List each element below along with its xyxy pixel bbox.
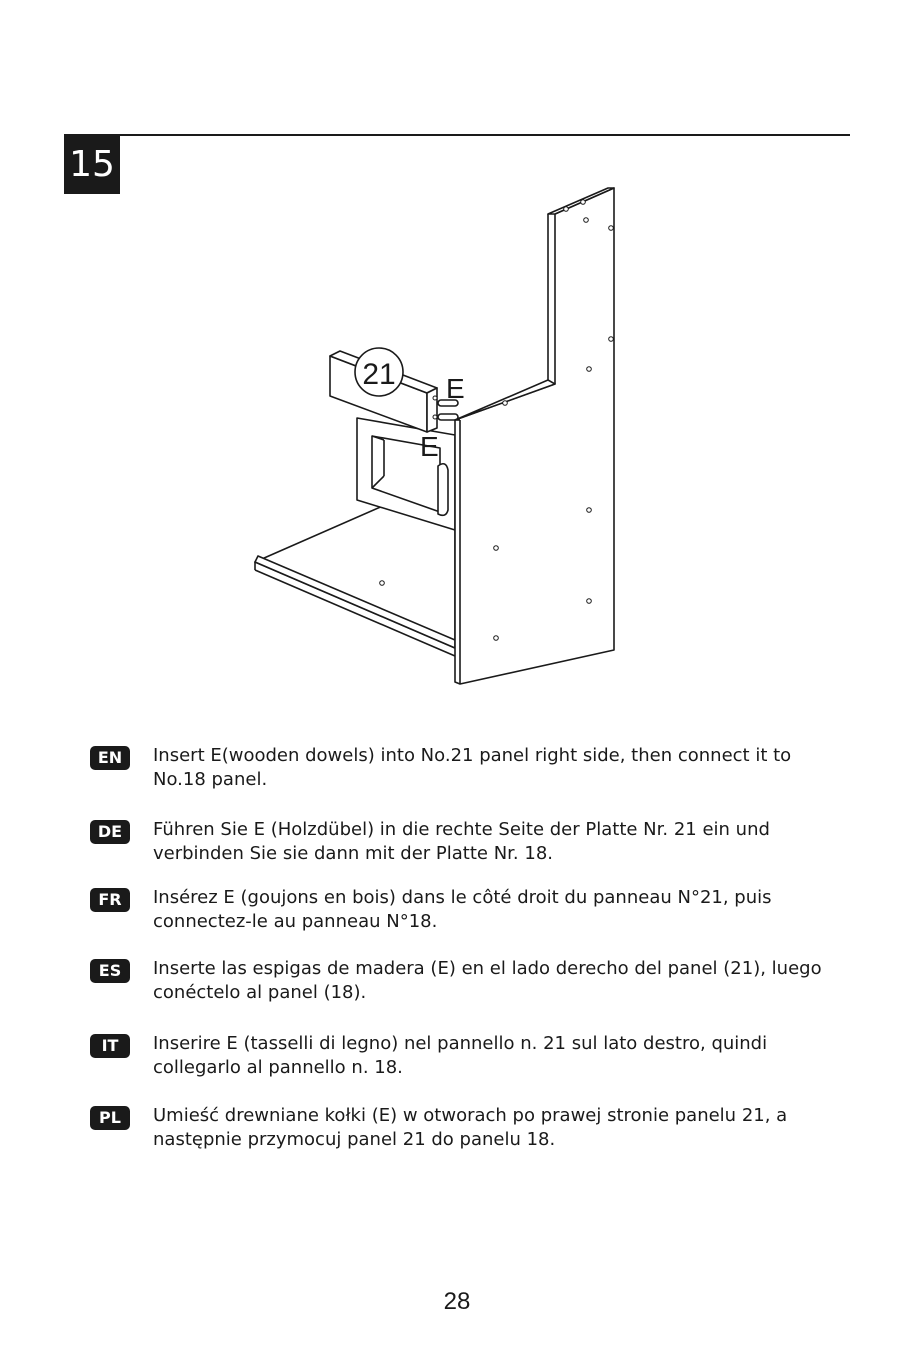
instruction-text-de: Führen Sie E (Holzdübel) in die rechte Seite der Platte Nr. 21 ein und verbinden Sie sie dann mit der Platte Nr. 18. <box>153 819 770 864</box>
header-rule <box>64 134 850 136</box>
instruction-text-en: Insert E(wooden dowels) into No.21 panel right side, then connect it to No.18 panel. <box>153 745 792 790</box>
dowel-label-bottom: E <box>420 431 439 462</box>
panel-number-label: 21 <box>362 358 396 391</box>
instruction-text-it: Inserire E (tasselli di legno) nel pannello n. 21 sul lato destro, quindi collegarlo al pannello n. 18. <box>153 1033 768 1078</box>
instruction-text-pl: Umieść drewniane kołki (E) w otworach po prawej stronie panelu 21, a następnie przymocuj panel 21 do panelu 18. <box>153 1105 788 1150</box>
side-panel-18 <box>455 188 614 684</box>
lang-badge-fr: FR <box>90 888 130 912</box>
lang-badge-it: IT <box>90 1034 130 1058</box>
lang-badge-pl: PL <box>90 1106 130 1130</box>
assembly-diagram <box>240 180 640 690</box>
instruction-text-fr: Insérez E (goujons en bois) dans le côté droit du panneau N°21, puis connectez-le au panneau N°18. <box>153 887 772 932</box>
lang-badge-de: DE <box>90 820 130 844</box>
lang-badge-en: EN <box>90 746 130 770</box>
page-number: 28 <box>443 1288 471 1315</box>
step-number: 15 <box>64 136 120 194</box>
lang-badge-es: ES <box>90 959 130 983</box>
dowel-label-top: E <box>446 373 465 404</box>
instruction-text-es: Inserte las espigas de madera (E) en el lado derecho del panel (21), luego conéctelo al panel (18). <box>153 958 822 1003</box>
